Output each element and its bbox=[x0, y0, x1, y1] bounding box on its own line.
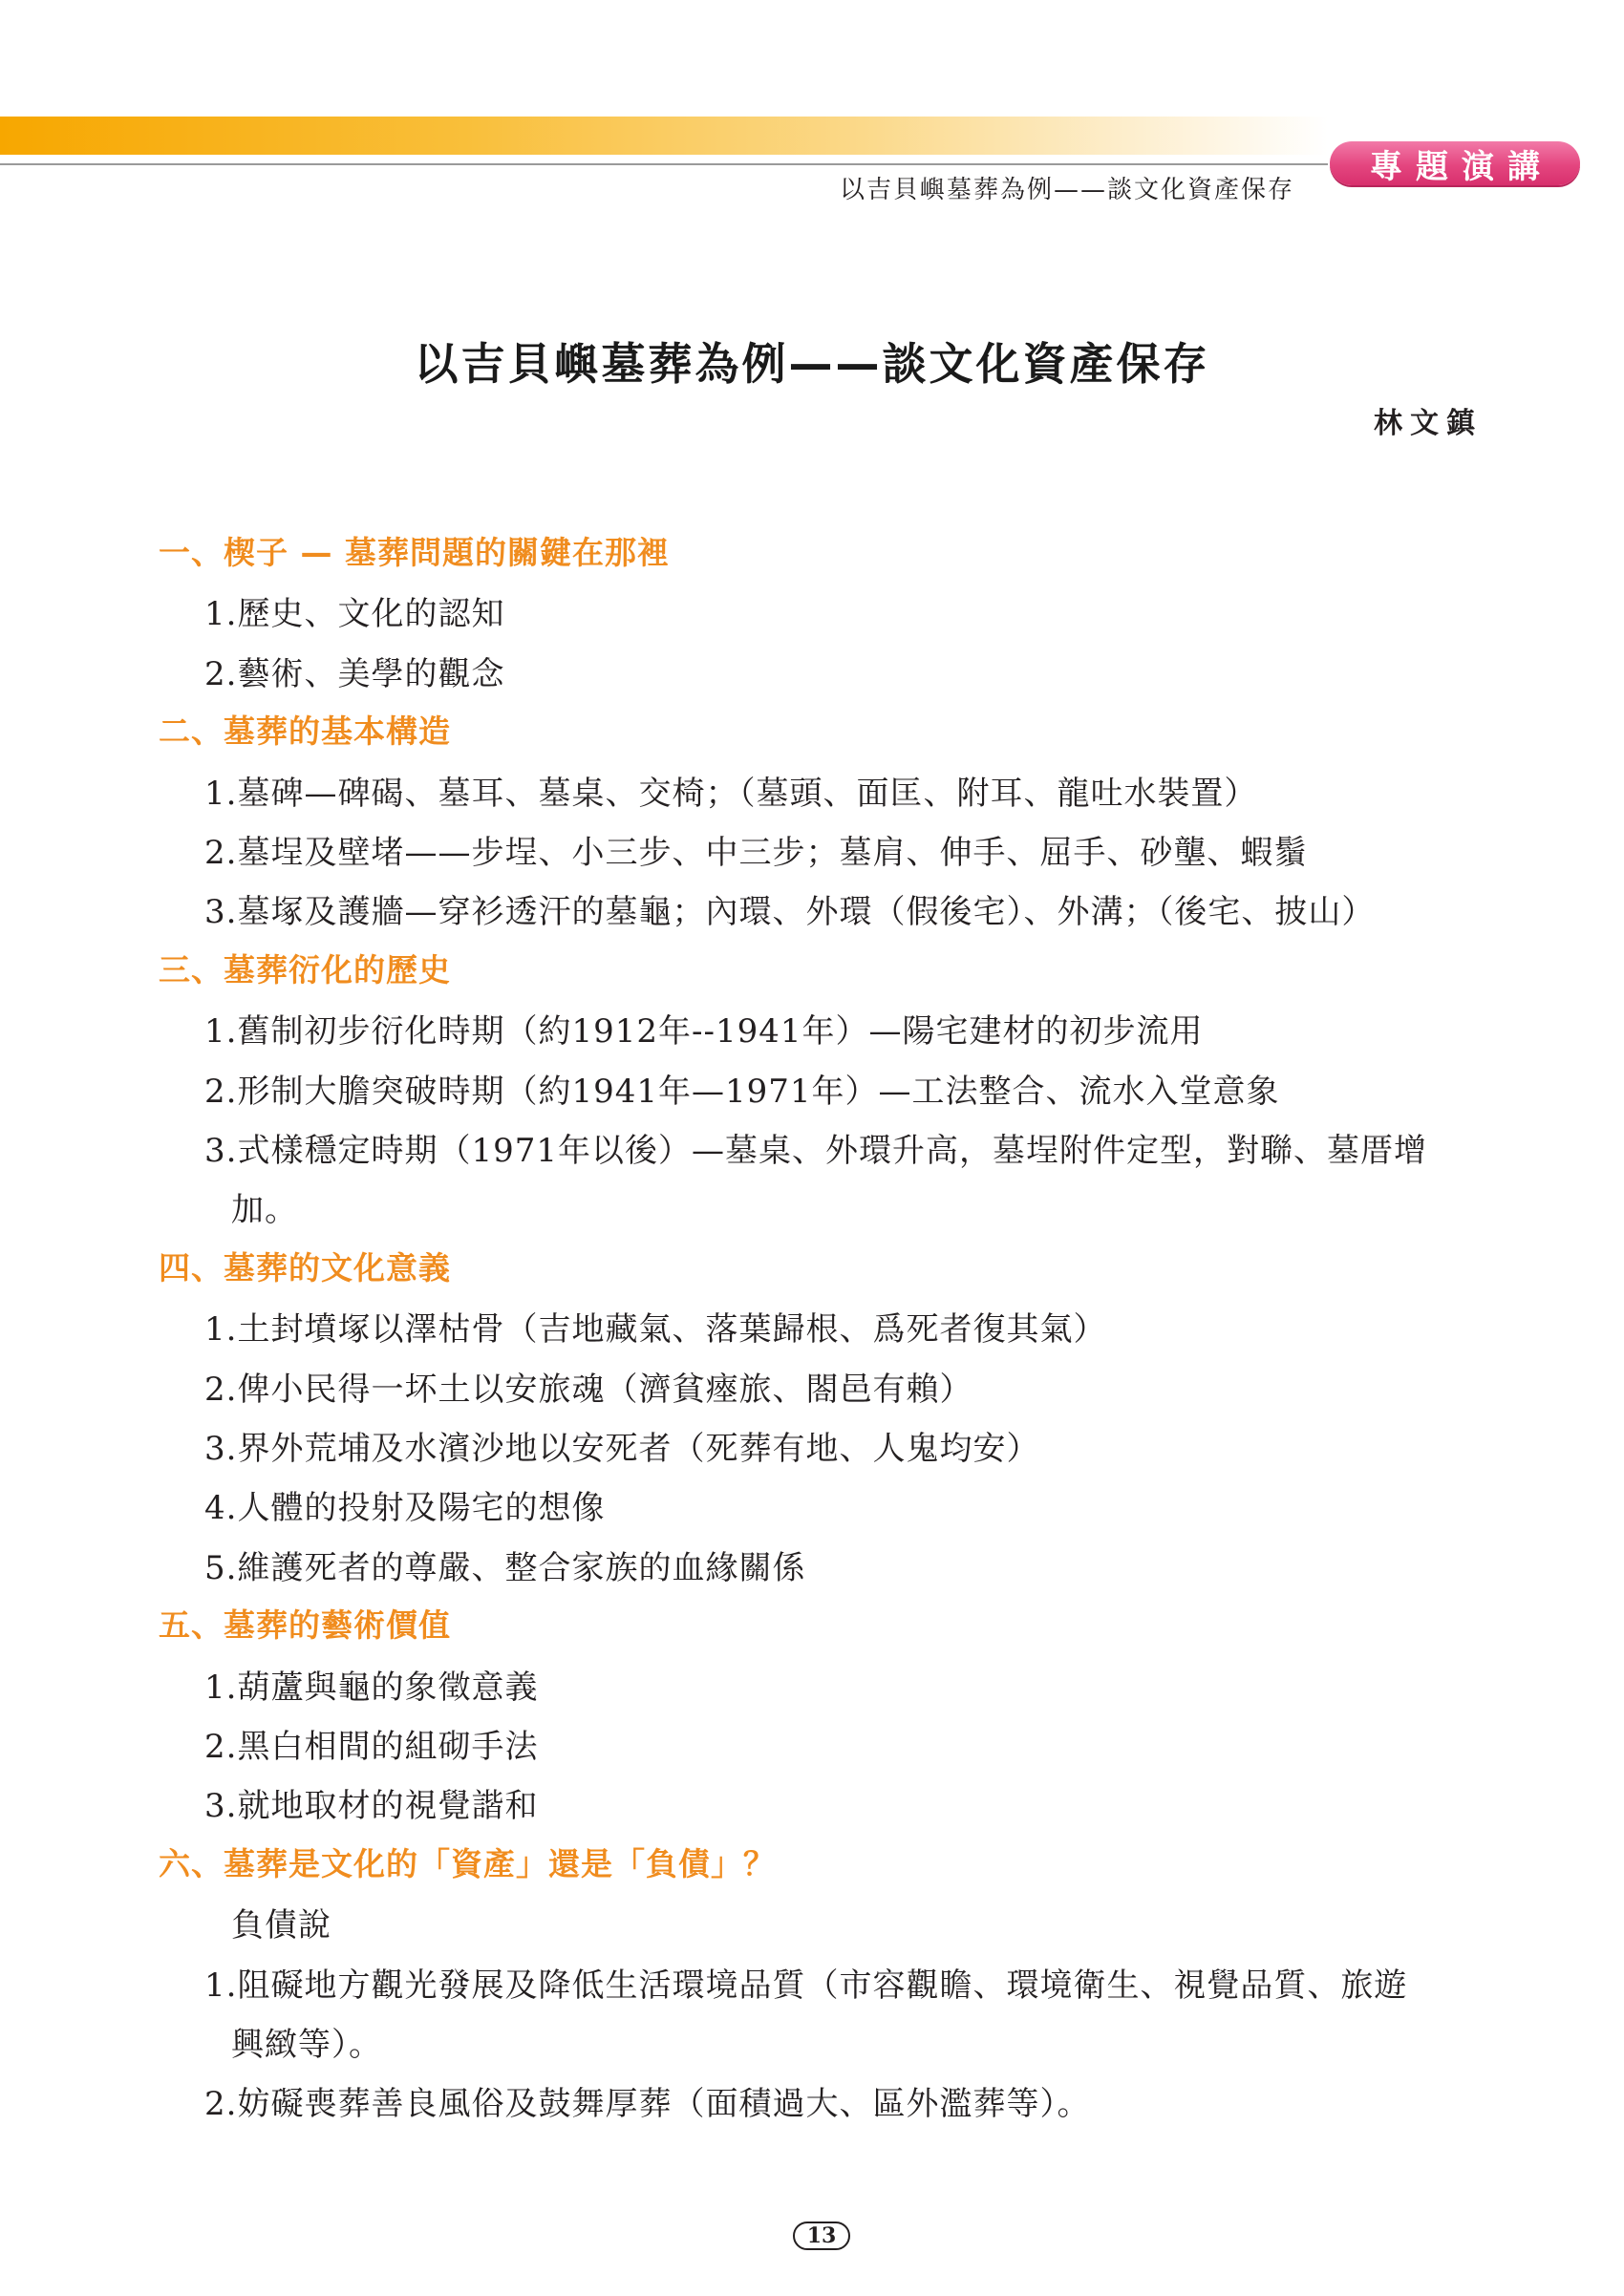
section-heading: 一、楔子 — 墓葬問題的關鍵在那裡 bbox=[159, 534, 670, 571]
section-heading: 三、墓葬衍化的歷史 bbox=[159, 950, 451, 989]
list-item: 4.人體的投射及陽宅的想像 bbox=[204, 1489, 606, 1528]
list-item: 1.阻礙地方觀光發展及降低生活環境品質（市容觀瞻、環境衛生、視覺品質、旅遊 bbox=[204, 1966, 1408, 2005]
section-heading: 五、墓葬的藝術價值 bbox=[159, 1606, 451, 1645]
list-item: 1.歷史、文化的認知 bbox=[204, 595, 505, 634]
page-number: 13 bbox=[793, 2222, 850, 2250]
list-item: 3.界外荒埔及水濱沙地以安死者（死葬有地、人鬼均安） bbox=[204, 1430, 1040, 1468]
section-heading: 四、墓葬的文化意義 bbox=[159, 1248, 451, 1286]
list-item: 1.土封墳塚以澤枯骨（吉地藏氣、落葉歸根、爲死者復其氣） bbox=[204, 1310, 1107, 1350]
article-title: 以吉貝嶼墓葬為例——談文化資產保存 bbox=[414, 338, 1210, 390]
section-badge: 專題演講 bbox=[1330, 141, 1580, 185]
list-item: 加。 bbox=[231, 1191, 298, 1230]
list-item: 3.就地取材的視覺諧和 bbox=[204, 1787, 539, 1826]
list-item: 2.俾小民得一坏土以安旅魂（濟貧瘞旅、閤邑有賴） bbox=[204, 1370, 973, 1409]
list-item: 3.式樣穩定時期（1971年以後）—墓桌、外環升高，墓埕附件定型，對聯、墓厝增 bbox=[204, 1132, 1427, 1170]
list-item: 負債說 bbox=[231, 1906, 331, 1945]
list-item: 1.舊制初步衍化時期（約1912年--1941年）—陽宅建材的初步流用 bbox=[204, 1012, 1204, 1052]
header-color-bar bbox=[0, 117, 1328, 155]
running-title: 以吉貝嶼墓葬為例——談文化資產保存 bbox=[839, 176, 1294, 204]
list-item: 興緻等）。 bbox=[231, 2026, 382, 2064]
section-heading: 二、墓葬的基本構造 bbox=[159, 712, 451, 751]
list-item: 2.形制大膽突破時期（約1941年—1971年）—工法整合、流水入堂意象 bbox=[204, 1072, 1280, 1111]
author-name: 林文鎮 bbox=[1374, 407, 1483, 440]
list-item: 1.葫蘆與龜的象徵意義 bbox=[204, 1668, 539, 1707]
section-heading: 六、墓葬是文化的「資產」還是「負債」？ bbox=[159, 1844, 776, 1882]
list-item: 5.維護死者的尊嚴、整合家族的血緣關係 bbox=[204, 1548, 806, 1587]
header-rule bbox=[0, 163, 1328, 165]
list-item: 1.墓碑—碑碣、墓耳、墓桌、交椅；（墓頭、面匡、附耳、龍吐水裝置） bbox=[204, 774, 1258, 813]
list-item: 3.墓塚及護牆—穿衫透汗的墓龜；內環、外環（假後宅）、外溝；（後宅、披山） bbox=[204, 893, 1376, 932]
list-item: 2.墓埕及壁堵——步埕、小三步、中三步；墓肩、伸手、屈手、砂壟、蝦鬚 bbox=[204, 834, 1308, 872]
list-item: 2.妨礙喪葬善良風俗及鼓舞厚葬（面積過大、區外濫葬等）。 bbox=[204, 2085, 1091, 2124]
list-item: 2.藝術、美學的觀念 bbox=[204, 654, 505, 693]
list-item: 2.黑白相間的組砌手法 bbox=[204, 1728, 539, 1766]
